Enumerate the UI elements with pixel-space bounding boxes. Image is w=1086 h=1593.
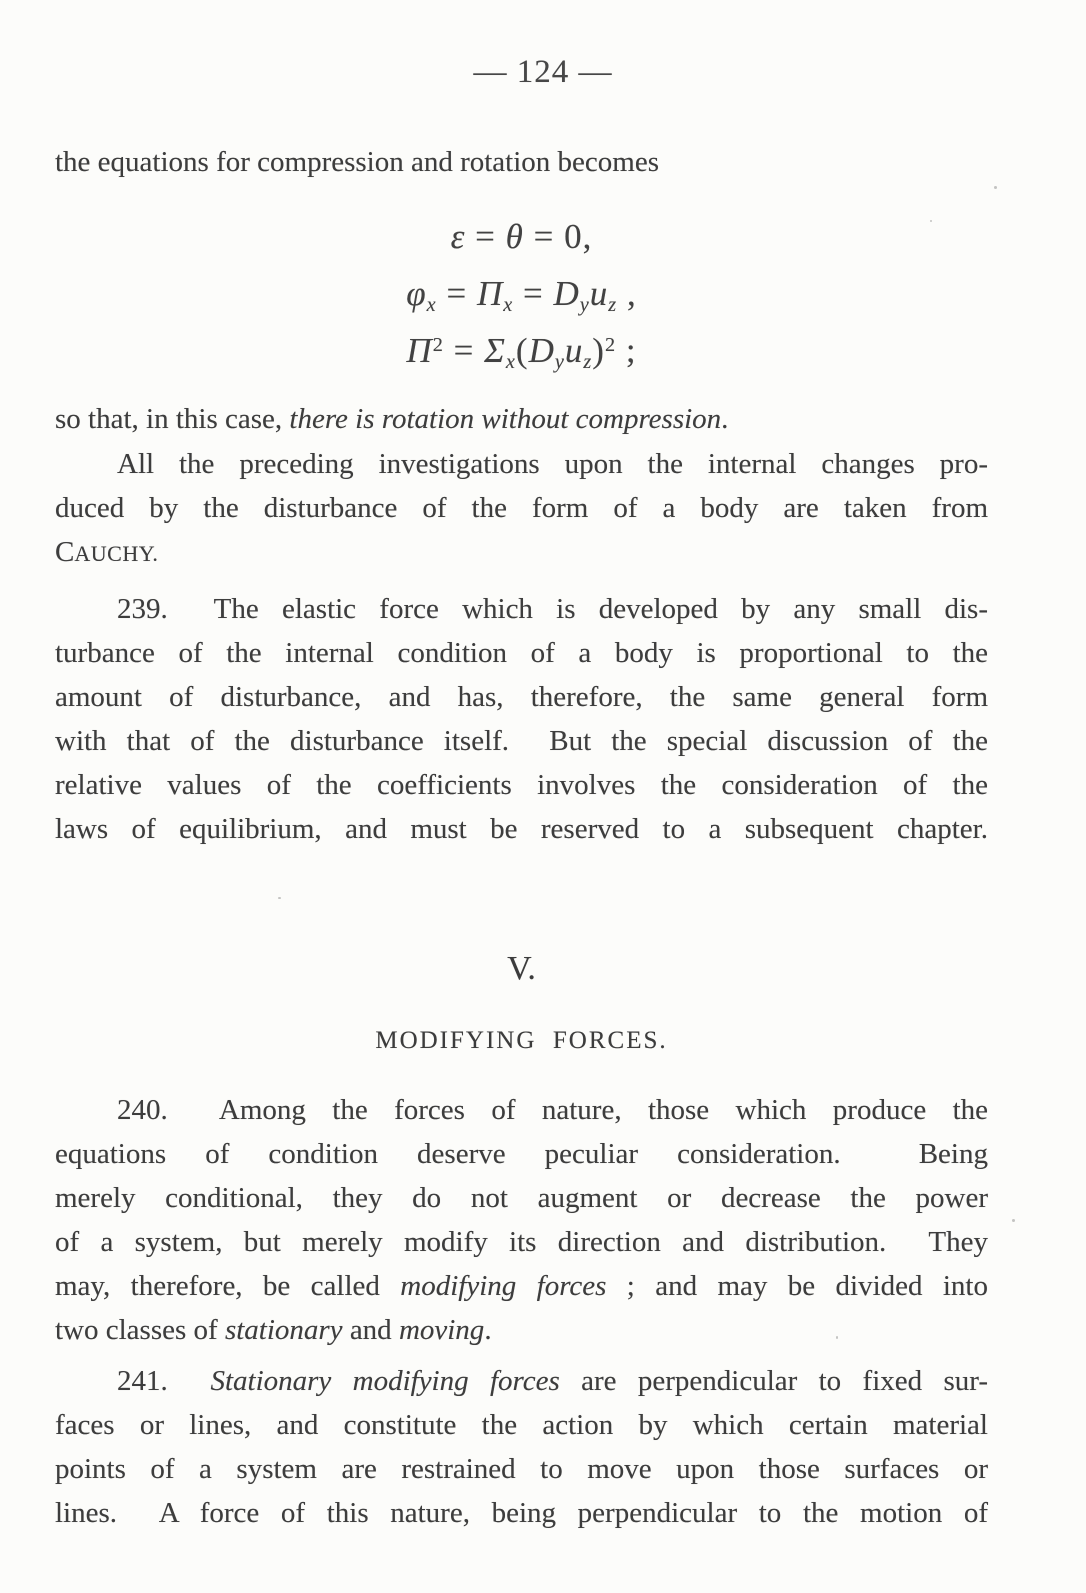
text-line: of a system, but merely modify its direction and distribution. They (55, 1226, 988, 1258)
text-line: 240. Among the forces of nature, those which produce the (117, 1094, 988, 1126)
page-number: — 124 — (473, 54, 613, 90)
text-line: turbance of the internal condition of a body is proportional to the (55, 637, 988, 669)
section-number: V. (507, 950, 536, 987)
scan-speck (1012, 1219, 1015, 1222)
paragraph-239 (55, 587, 988, 851)
text-line: 239. The elastic force which is developed by any small dis- (117, 593, 988, 625)
text-line: amount of disturbance, and has, therefore, the same general form (55, 681, 988, 713)
paragraph-240 (55, 1088, 988, 1352)
text-line: may, therefore, be called modifying forces ; and may be divided into (55, 1270, 988, 1302)
text-line: points of a system are restrained to move upon those surfaces or (55, 1453, 988, 1485)
text-column (0, 140, 1086, 1535)
scan-speck (836, 1336, 838, 1339)
text-line: 241. Stationary modifying forces are perpendicular to fixed sur- (117, 1365, 988, 1397)
text-line: duced by the disturbance of the form of a body are taken from (55, 492, 988, 524)
text-line: the equations for compression and rotation becomes (55, 146, 660, 178)
equation-line-3: $\Pi^2 = \Sigma_x(D_yu_z)^2$ ; (406, 331, 637, 374)
equation-line-1: ε = θ = 0, (450, 217, 593, 256)
text-line: equations of condition deserve peculiar consideration. Being (55, 1138, 988, 1170)
text-line: two classes of stationary and moving. (55, 1314, 492, 1346)
text-line: CAUCHY. (55, 536, 159, 568)
text-line: relative values of the coefficients involves the consideration of the (55, 769, 988, 801)
text-line: so that, in this case, there is rotation without compression. (55, 403, 729, 435)
paragraph-cauchy (55, 442, 988, 576)
scan-speck (278, 897, 281, 899)
text-line: All the preceding investigations upon the internal changes pro- (117, 448, 988, 480)
section-title: MODIFYING FORCES. (375, 1027, 668, 1054)
equation-block (55, 208, 988, 379)
text-line: lines. A force of this nature, being perpendicular to the motion of (55, 1497, 988, 1529)
text-line: laws of equilibrium, and must be reserved to a subsequent chapter. (55, 813, 988, 845)
equation-line-2: $\varphi_x = \Pi_x = D_yu_z$ , (406, 274, 637, 317)
paragraph-241 (55, 1359, 988, 1535)
scan-speck (994, 186, 997, 189)
text-line: faces or lines, and constitute the action by which certain material (55, 1409, 988, 1441)
scan-speck (930, 220, 932, 222)
text-line: with that of the disturbance itself. But the special discussion of the (55, 725, 988, 757)
text-line: merely conditional, they do not augment or decrease the power (55, 1182, 988, 1214)
